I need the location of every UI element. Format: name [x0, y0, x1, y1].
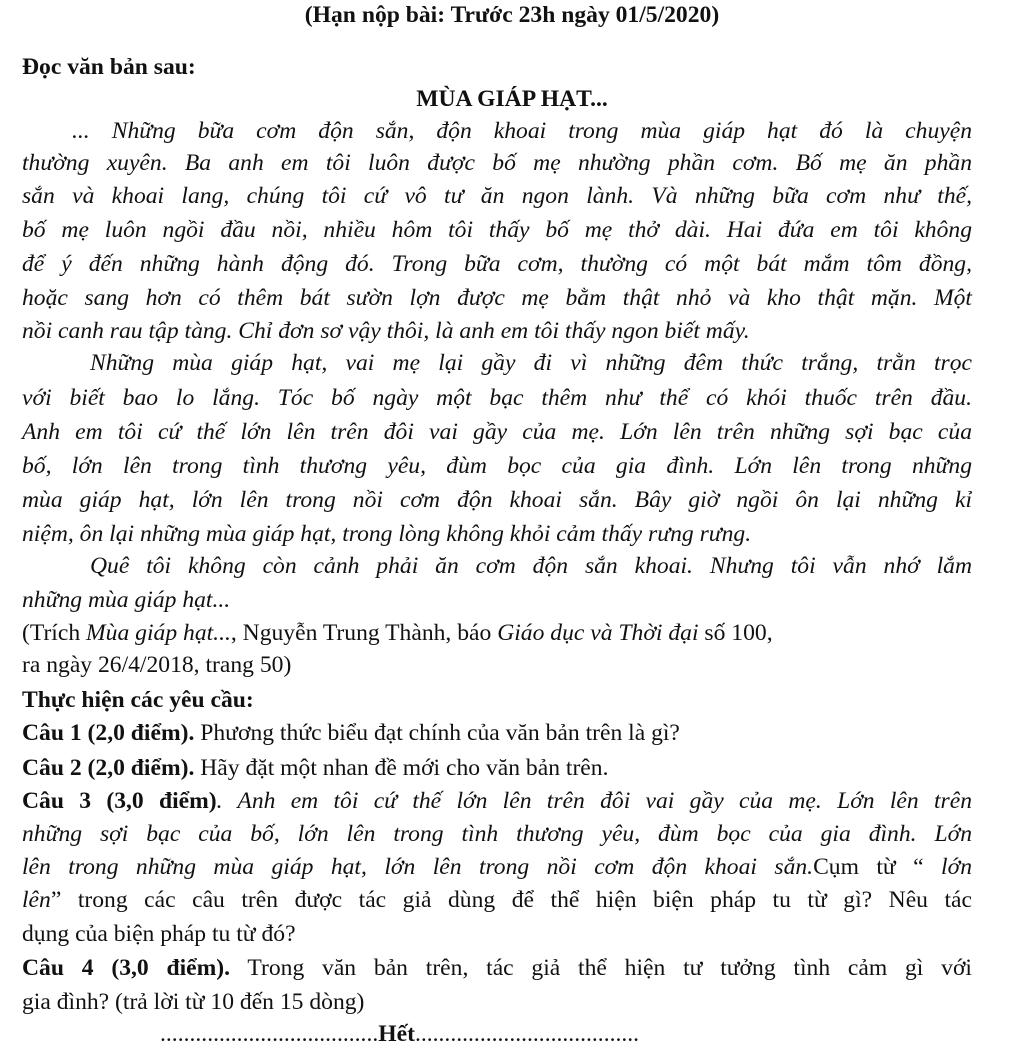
- question-3-line: [22, 784, 972, 818]
- passage-line: với biết bao lo lắng. Tóc bố ngày một bạc thêm như thể có khói thuốc trên đầu.: [22, 385, 972, 411]
- passage-line: bố, lớn lên trong tình thương yêu, đùm bọc của gia đình. Lớn lên trong những: [22, 453, 972, 479]
- question-3-quote: lên trong những mùa giáp hạt, lớn lên trong nồi cơm độn khoai sắn.: [22, 854, 814, 880]
- passage-line: Quê tôi không còn cảnh phải ăn cơm độn sắn khoai. Nhưng tôi vẫn nhớ lắm: [90, 553, 972, 579]
- question-2-label: Câu 2 (2,0 điểm).: [22, 755, 195, 781]
- passage-line: sắn và khoai lang, chúng tôi cứ vô tư ăn ngon lành. Và những bữa cơm như thế,: [22, 183, 972, 209]
- end-text: Hết: [378, 1021, 415, 1047]
- question-3-text: Cụm từ “: [813, 854, 924, 880]
- citation-tail: số 100,: [698, 620, 773, 646]
- requirements-heading: Thực hiện các yêu cầu:: [22, 687, 254, 713]
- passage-title: MÙA GIÁP HẠT...: [416, 86, 608, 112]
- passage-line: ... Những bữa cơm độn sắn, độn khoai trong mùa giáp hạt đó là chuyện: [72, 118, 972, 144]
- passage-line: hoặc sang hơn có thêm bát sườn lợn được mẹ bằm thật nhỏ và kho thật mặn. Một: [22, 285, 972, 311]
- citation-work: Mùa giáp hạt...: [86, 620, 231, 646]
- citation-mid: , Nguyễn Trung Thành, báo: [230, 620, 498, 646]
- question-3-quote: lớn: [923, 854, 972, 880]
- question-1-text: Phương thức biểu đạt chính của văn bản trên là gì?: [194, 720, 680, 746]
- citation-line-1: [22, 616, 972, 650]
- question-3-quote: . Anh em tôi cứ thế lớn lên trên đôi vai gầy của mẹ. Lớn lên trên: [216, 788, 972, 814]
- question-3-line: dụng của biện pháp tu từ đó?: [22, 921, 296, 947]
- question-3-line: [22, 883, 972, 917]
- question-4-label: Câu 4 (3,0 điểm).: [22, 955, 231, 981]
- end-dots-left: .....................................: [160, 1021, 379, 1047]
- question-4-line: [22, 951, 972, 985]
- passage-line: để ý đến những hành động đó. Trong bữa cơm, thường có một bát mắm tôm đồng,: [22, 251, 972, 277]
- question-3-quote: lên: [22, 887, 51, 913]
- deadline-note: (Hạn nộp bài: Trước 23h ngày 01/5/2020): [304, 2, 720, 28]
- citation-line-2: ra ngày 26/4/2018, trang 50): [22, 652, 292, 678]
- question-4-line: gia đình? (trả lời từ 10 đến 15 dòng): [22, 989, 365, 1015]
- question-1: [22, 716, 972, 750]
- passage-line: Anh em tôi cứ thế lớn lên trên đôi vai gầy của mẹ. Lớn lên trên những sợi bạc của: [22, 419, 972, 445]
- end-marker: [160, 1017, 639, 1051]
- passage-line: thường xuyên. Ba anh em tôi luôn được bố mẹ nhường phần cơm. Bố mẹ ăn phần: [22, 150, 972, 176]
- passage-line: những mùa giáp hạt...: [22, 587, 231, 613]
- instruction-heading: Đọc văn bản sau:: [22, 54, 196, 80]
- question-3-label: Câu 3 (3,0 điểm): [22, 788, 217, 814]
- question-2-text: Hãy đặt một nhan đề mới cho văn bản trên.: [194, 755, 609, 781]
- question-3-line: [22, 850, 972, 884]
- passage-line: niệm, ôn lại những mùa giáp hạt, trong lòng không khỏi cảm thấy rưng rưng.: [22, 521, 752, 547]
- passage-line: bố mẹ luôn ngồi đầu nồi, nhiều hôm tôi thấy bố mẹ thở dài. Hai đứa em tôi không: [22, 217, 972, 243]
- citation-open: (Trích: [22, 620, 87, 646]
- passage-line: mùa giáp hạt, lớn lên trong nồi cơm độn khoai sắn. Bây giờ ngồi ôn lại những kỉ: [22, 487, 972, 513]
- passage-line: nồi canh rau tập tàng. Chỉ đơn sơ vậy thôi, là anh em tôi thấy ngon biết mấy.: [22, 318, 750, 344]
- citation-paper: Giáo dục và Thời đại: [497, 620, 699, 646]
- question-3-text: ” trong các câu trên được tác giả dùng để thể hiện biện pháp tu từ gì? Nêu tác: [50, 887, 972, 913]
- question-3-line: những sợi bạc của bố, lớn lên trong tình thương yêu, đùm bọc của gia đình. Lớn: [22, 821, 972, 847]
- question-2: [22, 751, 972, 785]
- question-4-text: Trong văn bản trên, tác giả thể hiện tư tưởng tình cảm gì với: [230, 955, 972, 981]
- end-dots-right: ......................................: [414, 1021, 640, 1047]
- question-1-label: Câu 1 (2,0 điểm).: [22, 720, 195, 746]
- passage-line: Những mùa giáp hạt, vai mẹ lại gầy đi vì những đêm thức trắng, trằn trọc: [90, 350, 972, 376]
